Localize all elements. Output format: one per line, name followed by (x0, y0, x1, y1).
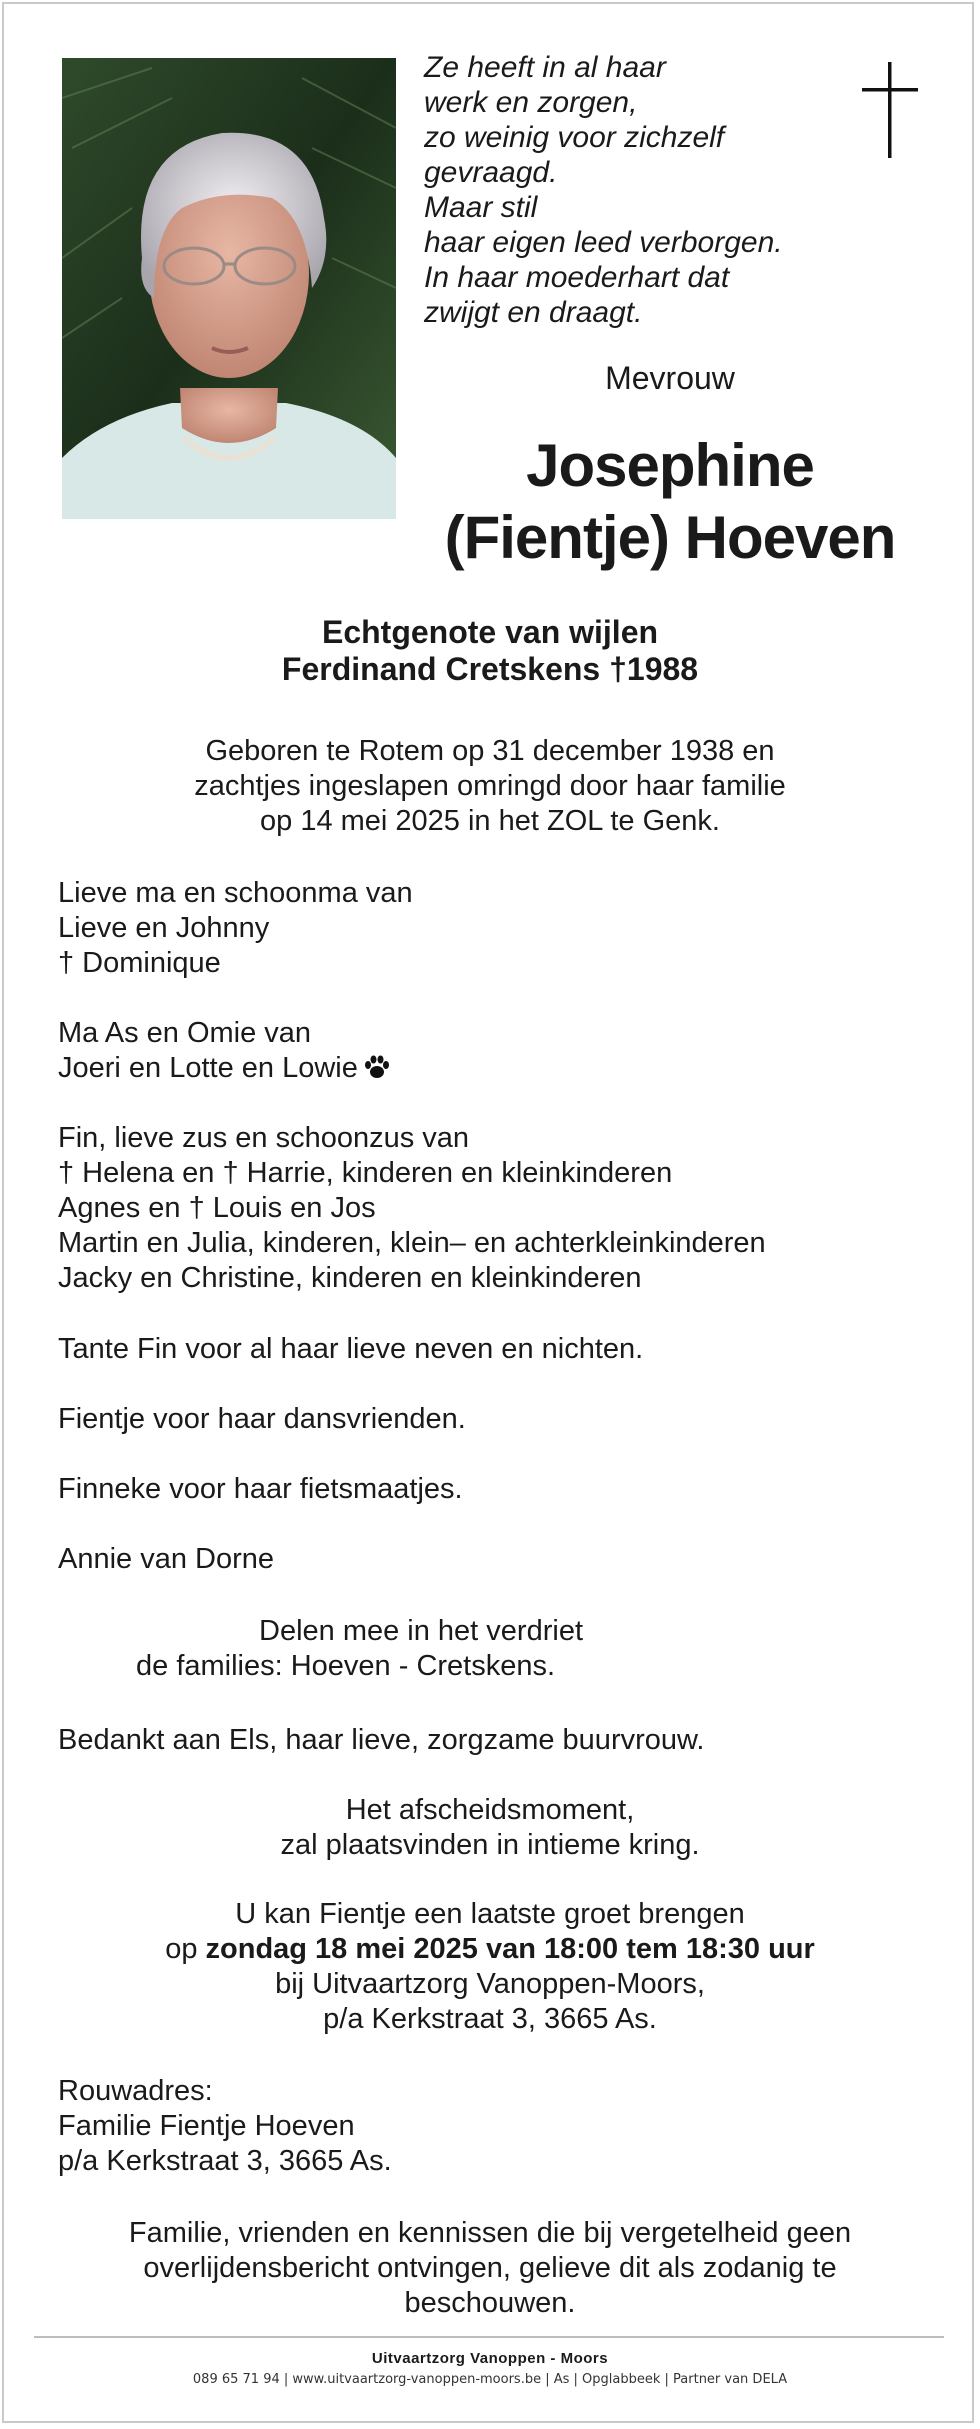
friend-line: Annie van Dorne (58, 1543, 275, 1575)
visit-line (0, 1932, 980, 1967)
birth-death-info (0, 734, 980, 839)
poem-line: Maar stil (424, 191, 538, 224)
spouse-line: Echtgenote van wijlen (321, 614, 659, 650)
portrait-photo (62, 58, 396, 519)
paw-icon (364, 1053, 390, 1088)
poem-line: haar eigen leed verborgen. (424, 226, 783, 259)
family-line: Ma As en Omie van (58, 1017, 312, 1049)
birth-line: zachtjes ingeslapen omringd door haar familie (194, 770, 786, 802)
honorific-title: Mevrouw (605, 360, 735, 396)
family-line (58, 1051, 938, 1088)
share-line: de families: Hoeven - Cretskens. (136, 1650, 556, 1682)
address-line: p/a Kerkstraat 3, 3665 As. (58, 2145, 392, 2177)
family-line: † Dominique (58, 947, 221, 979)
mourning-address (58, 2074, 938, 2179)
family-line: Agnes en † Louis en Jos (58, 1192, 376, 1224)
family-line: Jacky en Christine, kinderen en kleinkinderen (58, 1262, 642, 1294)
address-label: Rouwadres: (58, 2075, 213, 2107)
children-section (58, 876, 938, 981)
aunt-line: Tante Fin voor al haar lieve neven en nichten. (58, 1333, 644, 1365)
family-line: Lieve ma en schoonma van (58, 877, 413, 909)
grandchildren-names: Joeri en Lotte en Lowie (58, 1052, 358, 1084)
bike-friends-line: Finneke voor haar fietsmaatjes. (58, 1473, 463, 1505)
memorial-poem (424, 50, 864, 330)
footer-divider (34, 2336, 944, 2338)
funeral-company-name: Uitvaartzorg Vanoppen - Moors (371, 2350, 609, 2367)
name-first-line: Josephine (526, 432, 814, 499)
family-line: Martin en Julia, kinderen, klein– en achterkleinkinderen (58, 1227, 766, 1259)
spouse-info (0, 614, 980, 688)
farewell-line: Het afscheidsmoment, (345, 1794, 635, 1826)
visit-line: p/a Kerkstraat 3, 3665 As. (323, 2003, 657, 2035)
farewell-line: zal plaatsvinden in intieme kring. (280, 1829, 700, 1861)
notice-info (0, 2216, 980, 2321)
poem-line: zwijgt en draagt. (424, 296, 643, 329)
visit-line: U kan Fientje een laatste groet brengen (235, 1898, 745, 1930)
poem-line: gevraagd. (424, 156, 558, 189)
spouse-line: Ferdinand Cretskens †1988 (281, 651, 699, 687)
family-line: Lieve en Johnny (58, 912, 270, 944)
family-line: Fin, lieve zus en schoonzus van (58, 1122, 470, 1154)
name-second-line: (Fientje) Hoeven (444, 504, 896, 571)
address-line: Familie Fientje Hoeven (58, 2110, 355, 2142)
thanks-line: Bedankt aan Els, haar lieve, zorgzame buurvrouw. (58, 1724, 705, 1756)
share-line: Delen mee in het verdriet (259, 1615, 583, 1647)
deceased-name (430, 430, 910, 574)
farewell-info (0, 1793, 980, 1863)
grandchildren-section (58, 1016, 938, 1088)
visit-info (0, 1897, 980, 2037)
notice-line: beschouwen. (404, 2287, 576, 2319)
poem-line: zo weinig voor zichzelf (424, 121, 725, 154)
family-line: † Helena en † Harrie, kinderen en kleinkinderen (58, 1157, 673, 1189)
visit-datetime: zondag 18 mei 2025 van 18:00 tem 18:30 uur (205, 1933, 815, 1965)
funeral-company-info: 089 65 71 94 | www.uitvaartzorg-vanoppen-moors.be | As | Opglabbeek | Partner van DELA (192, 2372, 788, 2387)
share-grief (136, 1614, 636, 1684)
dance-friends-line: Fientje voor haar dansvrienden. (58, 1403, 466, 1435)
notice-line: overlijdensbericht ontvingen, gelieve dit als zodanig te (143, 2252, 837, 2284)
siblings-section (58, 1121, 938, 1296)
cross-icon (860, 60, 920, 160)
birth-line: op 14 mei 2025 in het ZOL te Genk. (260, 805, 720, 837)
notice-line: Familie, vrienden en kennissen die bij vergetelheid geen (128, 2217, 852, 2249)
poem-line: In haar moederhart dat (424, 261, 730, 294)
visit-line: bij Uitvaartzorg Vanoppen-Moors, (275, 1968, 705, 2000)
poem-line: Ze heeft in al haar (424, 51, 666, 84)
visit-prefix: op (165, 1933, 206, 1965)
poem-line: werk en zorgen, (424, 86, 638, 119)
birth-line: Geboren te Rotem op 31 december 1938 en (205, 735, 775, 767)
